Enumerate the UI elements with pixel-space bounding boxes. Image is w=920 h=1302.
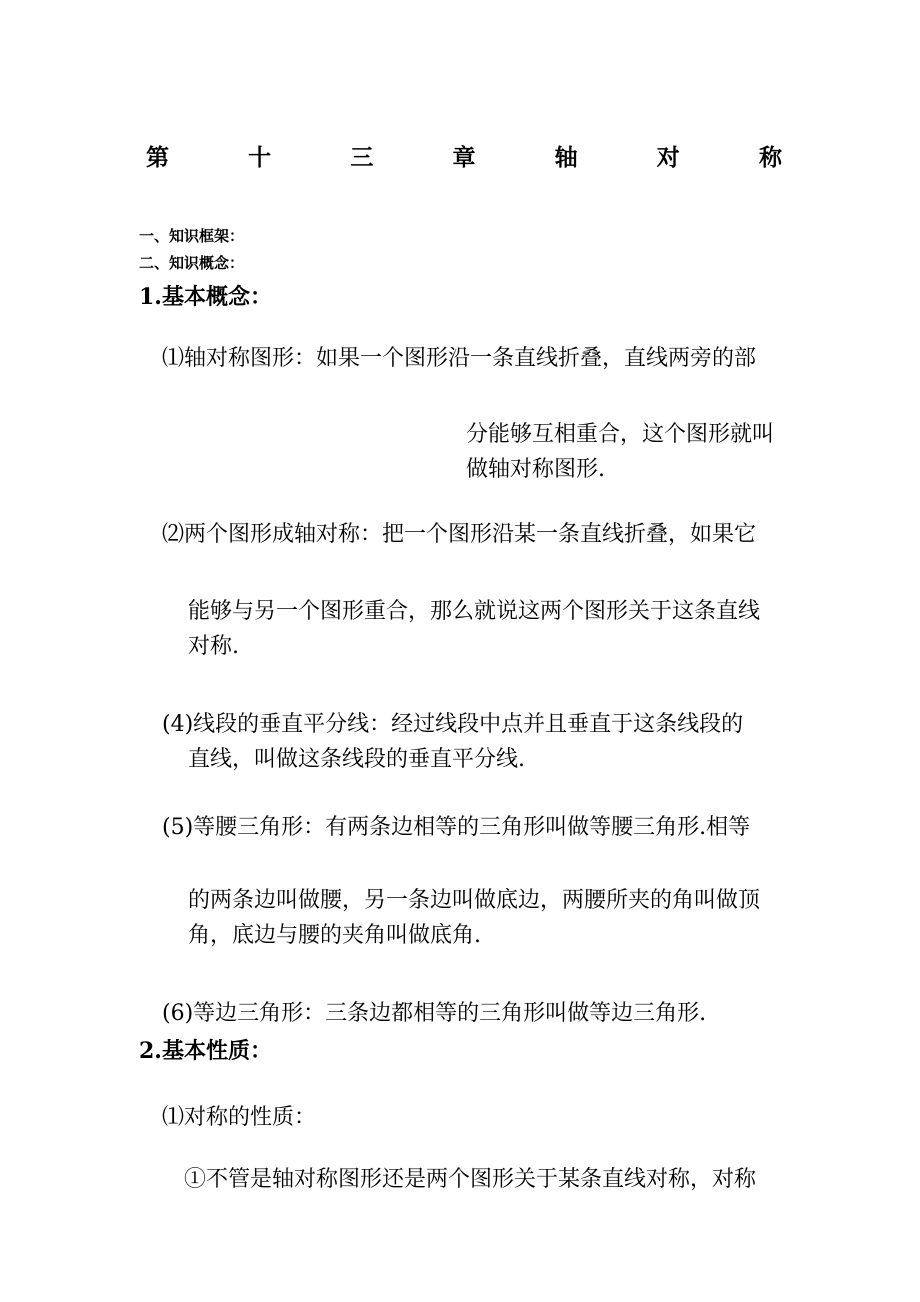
paragraph-line: 的两条边叫做腰，另一条边叫做底边，两腰所夹的角叫做顶	[188, 888, 761, 913]
outline-item-concepts: 二、知识概念：	[139, 254, 245, 272]
paragraph-line: 角，底边与腰的夹角叫做底角.	[188, 923, 481, 948]
paragraph-line: 做轴对称图形.	[466, 457, 605, 482]
title-char: 称	[758, 145, 782, 171]
title-char: 轴	[554, 145, 578, 171]
section-heading-basic-properties: 2.基本性质：	[139, 1038, 272, 1064]
paragraph-line: (5)等腰三角形：有两条边相等的三角形叫做等腰三角形.相等	[162, 815, 751, 840]
chapter-title	[146, 140, 782, 176]
section-heading-basic-concepts: 1.基本概念：	[139, 284, 272, 310]
outline-item-framework: 一、知识框架：	[139, 227, 245, 245]
paragraph-line: ⑴轴对称图形：如果一个图形沿一条直线折叠，直线两旁的部	[162, 346, 757, 371]
paragraph-line: 分能够互相重合，这个图形就叫	[466, 422, 775, 447]
paragraph-line: ⑵两个图形成轴对称：把一个图形沿某一条直线折叠，如果它	[162, 522, 757, 547]
paragraph-line: 直线，叫做这条线段的垂直平分线.	[188, 747, 525, 772]
title-char: 章	[452, 145, 476, 171]
paragraph-line: (6)等边三角形：三条边都相等的三角形叫做等边三角形.	[162, 1001, 707, 1026]
paragraph-line: ⑴对称的性质：	[162, 1105, 317, 1130]
paragraph-line: ①不管是轴对称图形还是两个图形关于某条直线对称，对称	[184, 1167, 757, 1192]
paragraph-line: 能够与另一个图形重合，那么就说这两个图形关于这条直线	[188, 599, 761, 624]
title-char: 第	[146, 145, 169, 171]
paragraph-line: (4)线段的垂直平分线：经过线段中点并且垂直于这条线段的	[162, 712, 744, 737]
title-char: 三	[350, 145, 374, 171]
title-char: 十	[248, 145, 272, 171]
paragraph-line: 对称.	[188, 634, 239, 659]
title-char: 对	[656, 145, 680, 171]
